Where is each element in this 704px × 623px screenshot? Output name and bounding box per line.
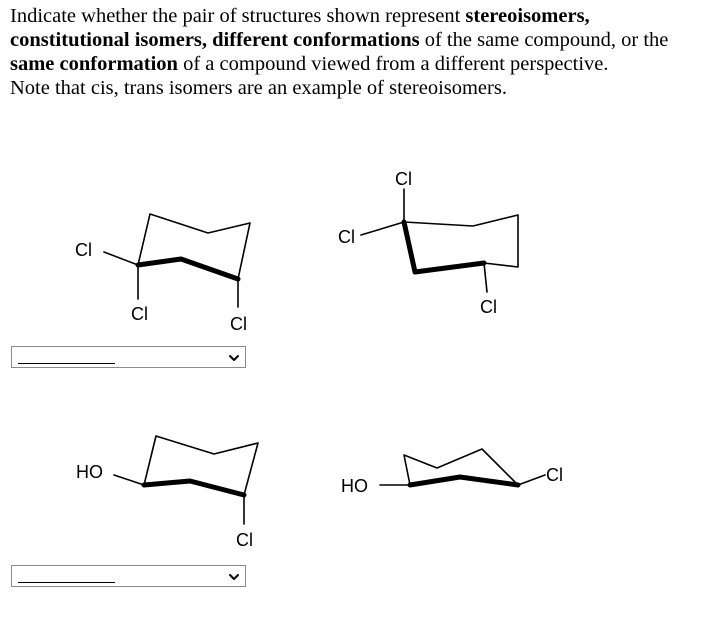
pair1-right-sub-left: Cl: [338, 227, 355, 247]
answer-select-pair1[interactable]: [11, 346, 246, 368]
chevron-down-icon: [227, 570, 241, 584]
pair1-right-chair: [361, 189, 518, 292]
chevron-down-icon: [227, 351, 241, 365]
answer-select-pair2[interactable]: [11, 565, 246, 587]
pair2-left-chair: [114, 436, 258, 524]
question-instruction: Indicate whether the pair of structures shown represent stereoisomers, constitutional isomers, different conformations of the same compound, or the same conformation of a compound viewed from a different perspective.: [10, 5, 669, 75]
pair2-right-chair: [380, 449, 545, 485]
pair1-left-chair: [104, 214, 250, 307]
pair1-right-sub-down: Cl: [480, 297, 497, 317]
pair1-left-sub-left: Cl: [75, 240, 92, 260]
pair1-left-sub-down2: Cl: [230, 314, 247, 334]
pair2-right-sub-left: HO: [341, 476, 368, 496]
pair1-left-sub-down1: Cl: [131, 304, 148, 324]
question-note: Note that cis, trans isomers are an example of stereoisomers.: [10, 77, 507, 99]
answer-blank-line: [18, 363, 115, 364]
pair2-right-sub-right: Cl: [546, 465, 563, 485]
pair1-right-sub-up: Cl: [395, 169, 412, 189]
pair2-left-sub-left: HO: [76, 462, 103, 482]
pair2-left-sub-down: Cl: [236, 530, 253, 550]
answer-blank-line: [18, 582, 115, 583]
